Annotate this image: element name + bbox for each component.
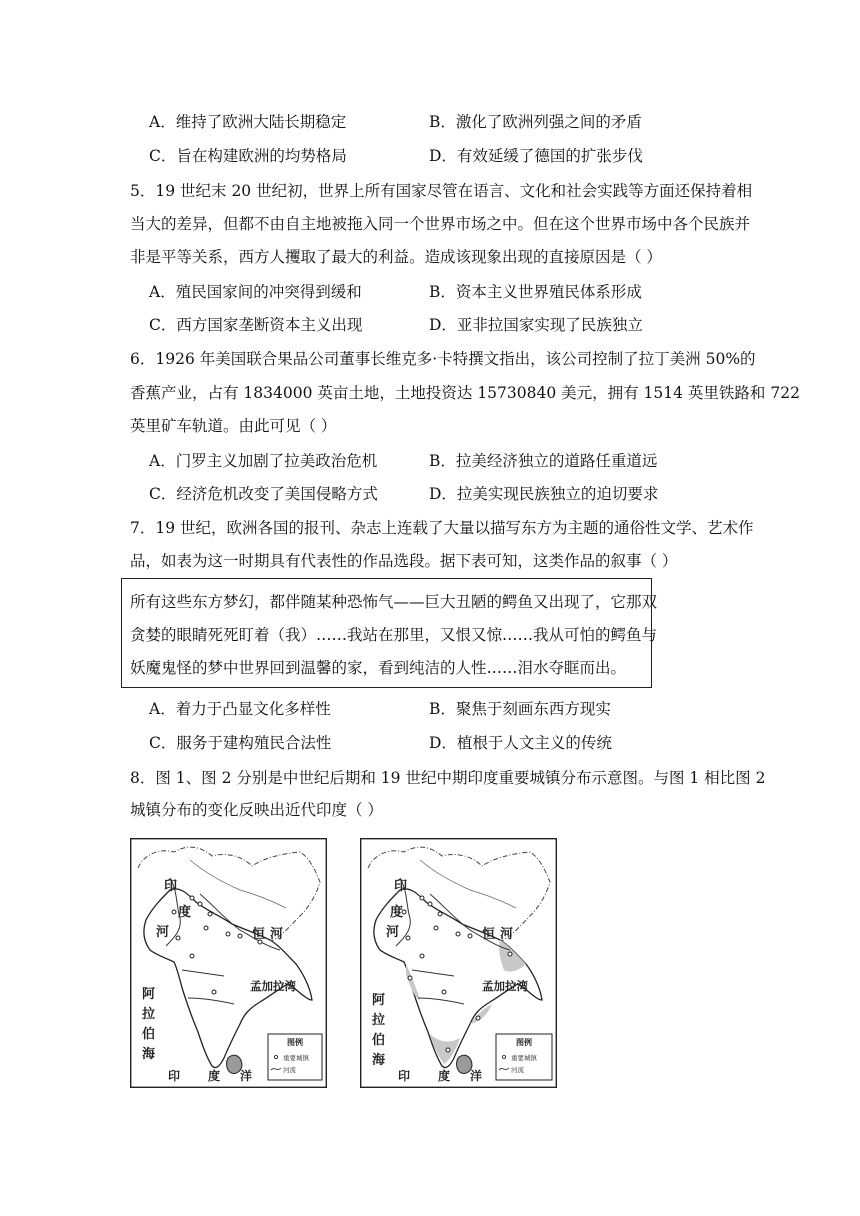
map1-label-sea-3: 伯	[142, 1027, 156, 1042]
map2-label-sea-1: 阿	[372, 993, 386, 1008]
q5-stem-line-3: 非是平等关系，西方人攫取了最大的利益。造成该现象出现的直接原因是（ ）	[130, 248, 662, 266]
map1-label-he2: 河	[270, 927, 284, 942]
map1-label-he: 河	[156, 925, 170, 940]
map2-label-he: 河	[386, 925, 400, 940]
q5-option-a: A．殖民国家间的冲突得到缓和	[149, 283, 362, 301]
map2-legend-title: 图例	[516, 1038, 532, 1047]
q4-option-b: B．激化了欧洲列强之间的矛盾	[429, 113, 642, 131]
q6-stem-line-3: 英里矿车轨道。由此可见（ ）	[130, 417, 337, 435]
q6-option-d: D．拉美实现民族独立的迫切要求	[429, 485, 659, 503]
q4-option-c: C．旨在构建欧洲的均势格局	[149, 147, 347, 165]
q8-stem-line-1: 8．图 1、图 2 分别是中世纪后期和 19 世纪中期印度重要城镇分布示意图。与图 1 相比图 2	[130, 769, 766, 787]
map1-label-bay: 孟加拉湾	[250, 979, 296, 993]
q4-option-d: D．有效延缓了德国的扩张步伐	[429, 147, 643, 165]
map1-label-ocean-2: 度	[208, 1069, 221, 1083]
map2-label-du: 度	[390, 905, 404, 920]
q8-stem-line-2: 城镇分布的变化反映出近代印度（ ）	[130, 801, 383, 819]
map1-label-ocean-3: 洋	[240, 1069, 253, 1083]
q7-stem-line-2: 品，如表为这一时期具有代表性的作品选段。据下表可知，这类作品的叙事（ ）	[130, 552, 678, 570]
map1-label-du: 度	[178, 905, 192, 920]
map1-legend	[268, 1034, 322, 1080]
map2-legend-river: 河流	[511, 1066, 524, 1074]
q6-option-a: A．门罗主义加剧了拉美政治危机	[149, 452, 378, 470]
q6-option-b: B．拉美经济独立的道路任重道远	[429, 452, 658, 470]
map2-label-bay: 孟加拉湾	[482, 979, 528, 993]
india-map-figure-1	[130, 838, 327, 1088]
map1-legend-town: 重要城镇	[283, 1054, 309, 1062]
map2-label-sea-4: 海	[372, 1053, 386, 1068]
q5-option-d: D．亚非拉国家实现了民族独立	[429, 316, 643, 334]
map1-label-yin: 印	[164, 879, 178, 894]
map1-label-heng: 恒	[252, 927, 266, 942]
q7-option-c: C．服务于建构殖民合法性	[149, 734, 332, 752]
map1-label-sea-2: 拉	[142, 1007, 156, 1022]
map1-label-sea-4: 海	[142, 1047, 156, 1062]
map2-legend	[496, 1034, 552, 1080]
q5-stem-line-2: 当大的差异，但都不由自主地被拖入同一个世界市场之中。但在这个世界市场中各个民族并	[130, 215, 751, 233]
q7-quote-line-2: 贪婪的眼睛死死盯着（我）……我站在那里，又恨又惊……我从可怕的鳄鱼与	[130, 626, 658, 644]
india-map-figure-2	[360, 838, 557, 1088]
map2-legend-town: 重要城镇	[511, 1054, 537, 1062]
q7-option-b: B．聚焦于刻画东西方现实	[429, 700, 611, 718]
map2-label-ocean-2: 度	[438, 1069, 451, 1083]
map2-label-he2: 河	[500, 927, 514, 942]
map2-label-yin: 印	[394, 879, 408, 894]
map2-label-heng: 恒	[482, 927, 496, 942]
q6-stem-line-1: 6．1926 年美国联合果品公司董事长维克多·卡特撰文指出，该公司控制了拉丁美洲 50%的	[130, 350, 756, 368]
q7-quote-line-3: 妖魔鬼怪的梦中世界回到温馨的家，看到纯洁的人性……泪水夺眶而出。	[130, 659, 627, 677]
map1-legend-title: 图例	[287, 1038, 303, 1047]
map2-label-sea-2: 拉	[372, 1013, 386, 1028]
q4-option-a: A．维持了欧洲大陆长期稳定	[149, 113, 347, 131]
q5-option-c: C．西方国家垄断资本主义出现	[149, 316, 363, 334]
q7-option-a: A．着力于凸显文化多样性	[149, 700, 331, 718]
map1-label-ocean-1: 印	[168, 1069, 181, 1083]
map2-label-ocean-1: 印	[398, 1069, 411, 1083]
q7-stem-line-1: 7．19 世纪，欧洲各国的报刊、杂志上连载了大量以描写东方为主题的通俗性文学、艺术作	[130, 519, 754, 537]
q7-quote-line-1: 所有这些东方梦幻，都伴随某种恐怖气——巨大丑陋的鳄鱼又出现了，它那双	[130, 593, 658, 611]
q5-stem-line-1: 5．19 世纪末 20 世纪初，世界上所有国家尽管在语言、文化和社会实践等方面还保持着相	[130, 182, 753, 200]
map1-legend-river: 河流	[283, 1066, 296, 1074]
map1-label-sea-1: 阿	[142, 987, 156, 1002]
map2-label-ocean-3: 洋	[470, 1069, 483, 1083]
q5-option-b: B．资本主义世界殖民体系形成	[429, 283, 642, 301]
q6-option-c: C．经济危机改变了美国侵略方式	[149, 485, 378, 503]
q6-stem-line-2: 香蕉产业，占有 1834000 英亩土地，土地投资达 15730840 美元，拥有 1514 英里铁路和 722	[130, 384, 800, 402]
q7-option-d: D．植根于人文主义的传统	[429, 734, 612, 752]
map2-label-sea-3: 伯	[372, 1033, 386, 1048]
